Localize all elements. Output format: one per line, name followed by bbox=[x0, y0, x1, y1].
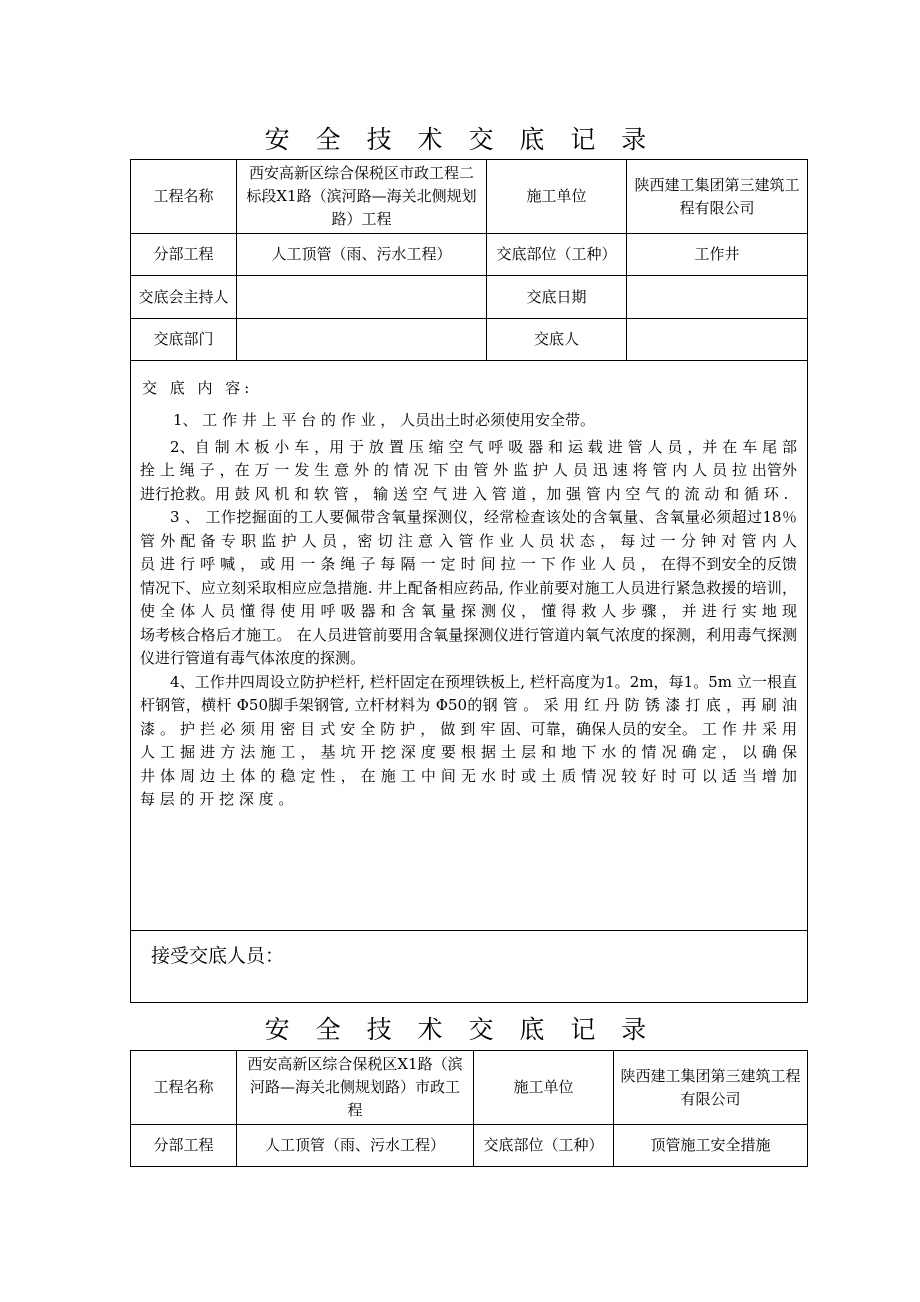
sub-project-value: 人工顶管（雨、污水工程） bbox=[237, 234, 487, 276]
sub-project-label-2: 分部工程 bbox=[131, 1125, 237, 1167]
row-project-name bbox=[131, 160, 808, 234]
row-receivers bbox=[131, 931, 808, 1003]
row-sub-project bbox=[131, 234, 808, 276]
content-paragraph-3: 3 、 工作挖掘面的工人要佩带含氧量探测仪，经常检查该处的含氧量、含氧量必须超过18％ 管 外 配 备 专 职 监 护 人 员 ，密 切 注 意 入 管 作 业 人 员 状 态 ， 每 过 一 分 钟 对 管 内 人 员 进 行 呼 喊 ， 或 用 一 条 绳 子 每 隔 一 定 时 间 拉 一 下 作 业 人 员 ， 在得不到安全的反馈情况下、应立刻采取相应应急措施. 井上配备相应药品, 作业前要对施工人员进行紧急救援的培训，使 全 体 人 员 懂 得 使 用 呼 吸 器 和 含 氧 量 探 测 仪 ， 懂 得 救 人 步 骤 ， 并 进 行 实 地 现 场考核合格后才施工。 在人员进管前要用含氧量探测仪进行管道内氧气浓度的探测，利用毒气探测仪进行管道有毒气体浓度的探测。 bbox=[140, 508, 797, 667]
project-name-label: 工程名称 bbox=[131, 160, 237, 234]
sub-project-value-2: 人工顶管（雨、污水工程） bbox=[237, 1125, 474, 1167]
briefing-date-label: 交底日期 bbox=[487, 276, 627, 319]
project-name-value: 西安高新区综合保税区市政工程二标段X1路（滨河路—海关北侧规划路）工程 bbox=[237, 160, 487, 234]
content-paragraph-2: 2、自 制 木 板 小 车 ，用 于 放 置 压 缩 空 气 呼 吸 器 和 运 载 进 管 人 员 ，并 在 车 尾 部 拴 上 绳 子 ，在 万 一 发 生 意 外 的 情 况 下 由 管 外 监 护 人 员 迅 速 将 管 内 人 员 拉 出管外进行抢救。用 鼓 风 机 和 软 管 ， 输 送 空 气 进 入 管 道 ，加 强 管 内 空 气 的 流 动 和 循 环 . bbox=[140, 437, 797, 503]
project-name-label-2: 工程名称 bbox=[131, 1051, 237, 1125]
sub-project-label: 分部工程 bbox=[131, 234, 237, 276]
record-1-title: 安 全 技 术 交 底 记 录 bbox=[264, 125, 656, 154]
record-2-title: 安 全 技 术 交 底 记 录 bbox=[264, 1015, 656, 1044]
content-paragraph-4: 4、工作井四周设立防护栏杆, 栏杆固定在预埋铁板上, 栏杆高度为1。2m，每1。5m 立一根直杆钢管，横杆 Φ50脚手架钢管, 立杆材料为 Φ50的钢 管 。 采 用 红 丹 防 锈 漆 打 底 ，再 刷 油 漆 。 护 拦 必 须 用 密 目 式 安 全 防 护 ， 做 到 牢 固、可靠，确保人员的安全。 工 作 井 采 用 人 工 掘 进 方 法 施 工 ， 基 坑 开 挖 深 度 要 根 据 土 层 和 地 下 水 的 情 况 确 定 ， 以 确 保 井 体 周 边 土 体 的 稳 定 性 ， 在 施 工 中 间 无 水 时 或 土 质 情 况 较 好 时 可 以 适 当 增 加 每 层 的 开 挖 深 度 。 bbox=[140, 672, 797, 808]
row-department bbox=[131, 319, 808, 361]
briefing-part-value-2: 顶管施工安全措施 bbox=[614, 1125, 808, 1167]
briefing-part-label: 交底部位（工种） bbox=[487, 234, 627, 276]
department-value bbox=[237, 319, 487, 361]
construction-unit-value: 陕西建工集团第三建筑工程有限公司 bbox=[627, 160, 808, 234]
record-1-table bbox=[130, 159, 808, 1003]
briefer-value bbox=[627, 319, 808, 361]
receivers-label: 接受交底人员： bbox=[151, 945, 285, 967]
row-content bbox=[131, 361, 808, 931]
content-cell bbox=[131, 361, 808, 931]
host-value bbox=[237, 276, 487, 319]
briefing-part-label-2: 交底部位（工种） bbox=[474, 1125, 614, 1167]
record-2-table bbox=[130, 1050, 808, 1167]
content-paragraph-1: 1、 工 作 井 上 平 台 的 作 业 ， 人员出土时必须使用安全带。 bbox=[173, 411, 595, 429]
row-sub-project-2 bbox=[131, 1125, 808, 1167]
briefing-part-value: 工作井 bbox=[627, 234, 808, 276]
row-host bbox=[131, 276, 808, 319]
receivers-cell bbox=[131, 931, 808, 1003]
content-heading: 交 底 内 容: bbox=[142, 379, 254, 397]
briefer-label: 交底人 bbox=[487, 319, 627, 361]
host-label: 交底会主持人 bbox=[131, 276, 237, 319]
construction-unit-label: 施工单位 bbox=[487, 160, 627, 234]
content-body bbox=[140, 409, 797, 812]
project-name-value-2: 西安高新区综合保税区X1路（滨河路—海关北侧规划路）市政工程 bbox=[237, 1051, 474, 1125]
row-project-name-2 bbox=[131, 1051, 808, 1125]
department-label: 交底部门 bbox=[131, 319, 237, 361]
construction-unit-label-2: 施工单位 bbox=[474, 1051, 614, 1125]
briefing-date-value bbox=[627, 276, 808, 319]
construction-unit-value-2: 陕西建工集团第三建筑工程有限公司 bbox=[614, 1051, 808, 1125]
